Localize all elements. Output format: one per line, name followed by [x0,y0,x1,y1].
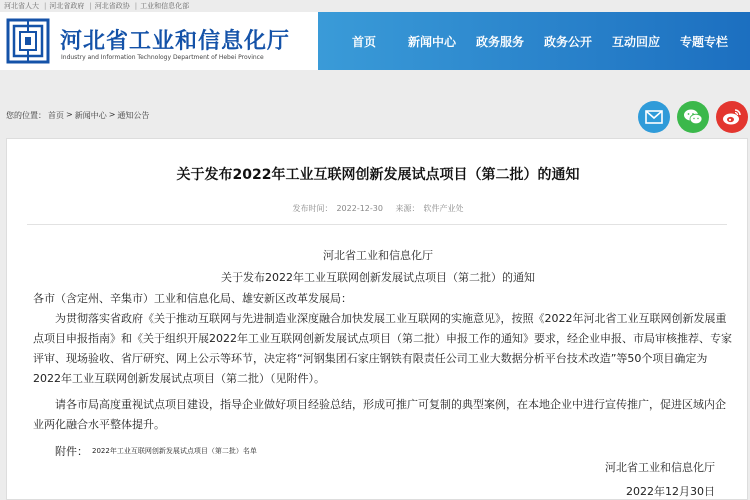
top-link-government[interactable]: 河北省政府 [49,2,85,10]
doc-title: 关于发布2022年工业互联网创新发展试点项目（第二批）的通知 [221,271,535,284]
share-wechat-button[interactable] [677,101,709,133]
breadcrumb-sep: > [108,110,116,119]
breadcrumb-notices[interactable]: 通知公告 [117,111,150,120]
attachment-label: 附件： [55,445,88,458]
source-value: 软件产业处 [423,204,464,213]
top-link-cppcc[interactable]: 河北省政协 [94,2,130,10]
attachment-line [55,443,257,459]
nav-disclosure[interactable]: 政务公开 [543,34,592,49]
publish-label: 发布时间： [292,204,333,213]
article-panel [6,138,748,500]
nav-news[interactable]: 新闻中心 [407,34,456,49]
top-link-npc[interactable]: 河北省人大 [4,2,39,10]
signature: 河北省工业和信息化厅 [605,461,715,474]
breadcrumb-label: 您的位置： [6,111,46,120]
breadcrumb-bar [0,70,750,138]
breadcrumb-home[interactable]: 首页 [48,111,64,120]
mail-icon [645,110,663,124]
doc-paragraph-1: 为贯彻落实省政府《关于推动互联网与先进制造业深度融合加快发展工业互联网的实施意见》，按照《2022年河北省工业互联网创新发展重点项目申报指南》和《关于组织开展2022年工业互联网创新发展试点项目（第二批）申报工作的通知》要求，经企业申报、市局审核推荐、专家评审、现场验收、省厅研究、网上公示等环节，决定将“河钢集团石家庄钢铁有限责任公司工业大数据分析平台技术改造”等50个项目确定为2022年工业互联网创新发展试点项目（第二批）（见附件）。 [33,312,732,385]
nav-topics[interactable]: 专题专栏 [679,34,728,49]
doc-addressee: 各市（含定州、辛集市）工业和信息化局、雄安新区改革发展局： [33,292,352,305]
article-meta [7,203,749,214]
main-nav [330,12,738,70]
share-mail-button[interactable] [638,101,670,133]
nav-interaction[interactable]: 互动回应 [611,34,660,49]
nav-services[interactable]: 政务服务 [475,34,524,49]
sign-date: 2022年12月30日 [626,485,715,498]
site-title[interactable]: 河北省工业和信息化厅 [60,29,291,54]
breadcrumb-sep: > [66,110,73,119]
site-header [0,12,750,70]
top-link-miit[interactable]: 工业和信息化部 [140,2,190,10]
doc-issuer: 河北省工业和信息化厅 [323,249,433,262]
doc-paragraph-2: 请各市局高度重视试点项目建设，指导企业做好项目经验总结，形成可推广可复制的典型案例，在本地企业中进行宣传推广，促进区域内企业两化融合水平整体提升。 [33,398,726,431]
site-logo-icon[interactable] [6,18,50,64]
publish-date: 2022-12-30 [336,204,383,213]
breadcrumb-news[interactable]: 新闻中心 [74,111,107,120]
article-title: 关于发布2022年工业互联网创新发展试点项目（第二批）的通知 [176,167,580,183]
attachment-link[interactable]: 2022年工业互联网创新发展试点项目（第二批）名单 [92,447,257,455]
divider [27,224,727,225]
breadcrumb [6,110,151,121]
weibo-icon [722,108,742,126]
wechat-icon [683,108,703,126]
top-links-bar: 河北省人大 | 河北省政府 | 河北省政协 | 工业和信息化部 [4,2,190,10]
source-label: 来源： [395,204,420,213]
nav-home[interactable]: 首页 [351,34,376,49]
share-weibo-button[interactable] [716,101,748,133]
site-subtitle: Industry and Information Technology Department of Hebei Province [61,54,264,61]
